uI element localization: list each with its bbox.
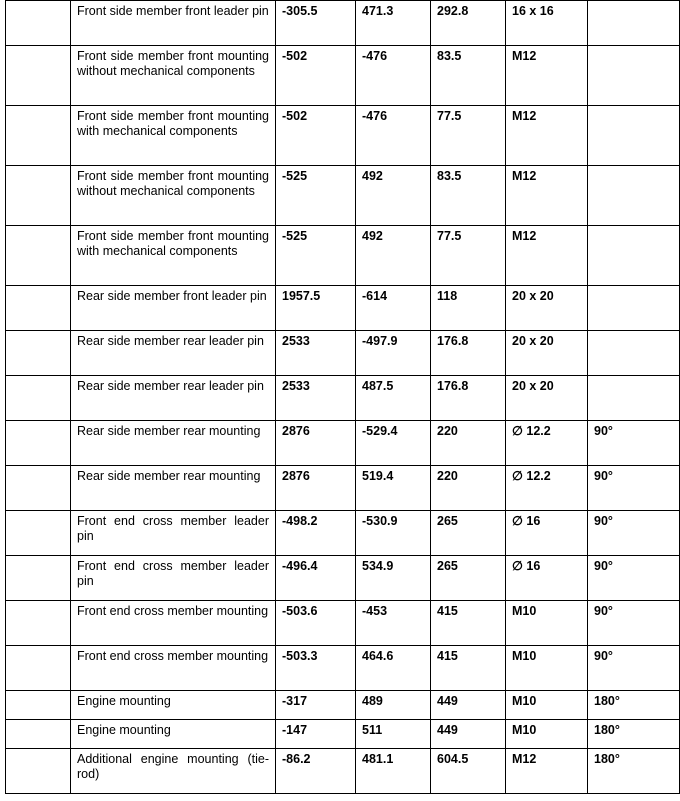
x-cell: 1957.5 — [276, 286, 356, 331]
index-cell — [6, 1, 71, 46]
index-cell — [6, 466, 71, 511]
z-cell: 265 — [431, 556, 506, 601]
index-cell — [6, 226, 71, 286]
index-cell — [6, 46, 71, 106]
description-cell: Front end cross member leader pin — [71, 511, 276, 556]
angle-cell: 180° — [588, 749, 680, 794]
table-row — [6, 556, 680, 601]
description-cell: Front end cross member mounting — [71, 601, 276, 646]
index-cell — [6, 106, 71, 166]
description-cell: Rear side member rear leader pin — [71, 331, 276, 376]
size-cell: M12 — [506, 46, 588, 106]
index-cell — [6, 286, 71, 331]
z-cell: 415 — [431, 646, 506, 691]
z-cell: 176.8 — [431, 331, 506, 376]
index-cell — [6, 646, 71, 691]
y-cell: 492 — [356, 226, 431, 286]
x-cell: -525 — [276, 166, 356, 226]
z-cell: 83.5 — [431, 166, 506, 226]
angle-cell: 90° — [588, 421, 680, 466]
index-cell — [6, 166, 71, 226]
description-cell: Front side member front mounting with mechanical components — [71, 226, 276, 286]
size-cell: M12 — [506, 166, 588, 226]
description-cell: Additional engine mounting (tie-rod) — [71, 749, 276, 794]
z-cell: 292.8 — [431, 1, 506, 46]
angle-cell — [588, 166, 680, 226]
table-row — [6, 720, 680, 749]
angle-cell — [588, 226, 680, 286]
x-cell: -503.6 — [276, 601, 356, 646]
table-row — [6, 749, 680, 794]
z-cell: 77.5 — [431, 106, 506, 166]
x-cell: -317 — [276, 691, 356, 720]
y-cell: 492 — [356, 166, 431, 226]
z-cell: 604.5 — [431, 749, 506, 794]
x-cell: 2876 — [276, 466, 356, 511]
x-cell: -502 — [276, 106, 356, 166]
z-cell: 118 — [431, 286, 506, 331]
table-row — [6, 601, 680, 646]
index-cell — [6, 511, 71, 556]
x-cell: 2533 — [276, 331, 356, 376]
table-row — [6, 421, 680, 466]
description-cell: Rear side member rear leader pin — [71, 376, 276, 421]
y-cell: -614 — [356, 286, 431, 331]
y-cell: 534.9 — [356, 556, 431, 601]
angle-cell — [588, 376, 680, 421]
size-cell: M10 — [506, 601, 588, 646]
z-cell: 176.8 — [431, 376, 506, 421]
angle-cell: 90° — [588, 646, 680, 691]
z-cell: 83.5 — [431, 46, 506, 106]
description-cell: Front side member front mounting without mechanical components — [71, 46, 276, 106]
size-cell: ∅ 12.2 — [506, 421, 588, 466]
index-cell — [6, 749, 71, 794]
z-cell: 449 — [431, 720, 506, 749]
x-cell: -86.2 — [276, 749, 356, 794]
description-cell: Rear side member rear mounting — [71, 466, 276, 511]
description-cell: Front side member front mounting without mechanical components — [71, 166, 276, 226]
table-row — [6, 106, 680, 166]
y-cell: -530.9 — [356, 511, 431, 556]
table-row — [6, 1, 680, 46]
specification-table — [5, 0, 680, 794]
description-cell: Front side member front mounting with mechanical components — [71, 106, 276, 166]
angle-cell — [588, 331, 680, 376]
angle-cell — [588, 106, 680, 166]
z-cell: 449 — [431, 691, 506, 720]
angle-cell — [588, 46, 680, 106]
angle-cell: 180° — [588, 720, 680, 749]
angle-cell: 90° — [588, 511, 680, 556]
z-cell: 415 — [431, 601, 506, 646]
y-cell: 464.6 — [356, 646, 431, 691]
y-cell: 471.3 — [356, 1, 431, 46]
angle-cell — [588, 286, 680, 331]
index-cell — [6, 601, 71, 646]
size-cell: M10 — [506, 720, 588, 749]
size-cell: ∅ 12.2 — [506, 466, 588, 511]
description-cell: Front end cross member mounting — [71, 646, 276, 691]
description-cell: Engine mounting — [71, 720, 276, 749]
size-cell: 20 x 20 — [506, 376, 588, 421]
x-cell: -496.4 — [276, 556, 356, 601]
table-row — [6, 331, 680, 376]
angle-cell: 90° — [588, 601, 680, 646]
size-cell: M10 — [506, 646, 588, 691]
angle-cell: 90° — [588, 466, 680, 511]
index-cell — [6, 720, 71, 749]
size-cell: 16 x 16 — [506, 1, 588, 46]
angle-cell: 180° — [588, 691, 680, 720]
angle-cell — [588, 1, 680, 46]
description-cell: Rear side member rear mounting — [71, 421, 276, 466]
x-cell: -305.5 — [276, 1, 356, 46]
y-cell: -497.9 — [356, 331, 431, 376]
description-cell: Front side member front leader pin — [71, 1, 276, 46]
angle-cell: 90° — [588, 556, 680, 601]
x-cell: -503.3 — [276, 646, 356, 691]
index-cell — [6, 556, 71, 601]
table-row — [6, 691, 680, 720]
size-cell: 20 x 20 — [506, 286, 588, 331]
y-cell: 481.1 — [356, 749, 431, 794]
z-cell: 220 — [431, 421, 506, 466]
description-cell: Rear side member front leader pin — [71, 286, 276, 331]
size-cell: ∅ 16 — [506, 511, 588, 556]
size-cell: M12 — [506, 749, 588, 794]
y-cell: -476 — [356, 106, 431, 166]
z-cell: 265 — [431, 511, 506, 556]
table-row — [6, 286, 680, 331]
y-cell: -476 — [356, 46, 431, 106]
description-cell: Engine mounting — [71, 691, 276, 720]
size-cell: ∅ 16 — [506, 556, 588, 601]
table-row — [6, 46, 680, 106]
table-row — [6, 646, 680, 691]
y-cell: -529.4 — [356, 421, 431, 466]
index-cell — [6, 331, 71, 376]
table-row — [6, 511, 680, 556]
table-row — [6, 466, 680, 511]
y-cell: -453 — [356, 601, 431, 646]
index-cell — [6, 421, 71, 466]
y-cell: 519.4 — [356, 466, 431, 511]
z-cell: 220 — [431, 466, 506, 511]
x-cell: -147 — [276, 720, 356, 749]
x-cell: -525 — [276, 226, 356, 286]
x-cell: -498.2 — [276, 511, 356, 556]
index-cell — [6, 376, 71, 421]
table-row — [6, 166, 680, 226]
z-cell: 77.5 — [431, 226, 506, 286]
y-cell: 487.5 — [356, 376, 431, 421]
x-cell: -502 — [276, 46, 356, 106]
table-row — [6, 376, 680, 421]
y-cell: 511 — [356, 720, 431, 749]
size-cell: M12 — [506, 226, 588, 286]
index-cell — [6, 691, 71, 720]
y-cell: 489 — [356, 691, 431, 720]
description-cell: Front end cross member leader pin — [71, 556, 276, 601]
x-cell: 2533 — [276, 376, 356, 421]
table-row — [6, 226, 680, 286]
size-cell: M10 — [506, 691, 588, 720]
x-cell: 2876 — [276, 421, 356, 466]
size-cell: 20 x 20 — [506, 331, 588, 376]
size-cell: M12 — [506, 106, 588, 166]
